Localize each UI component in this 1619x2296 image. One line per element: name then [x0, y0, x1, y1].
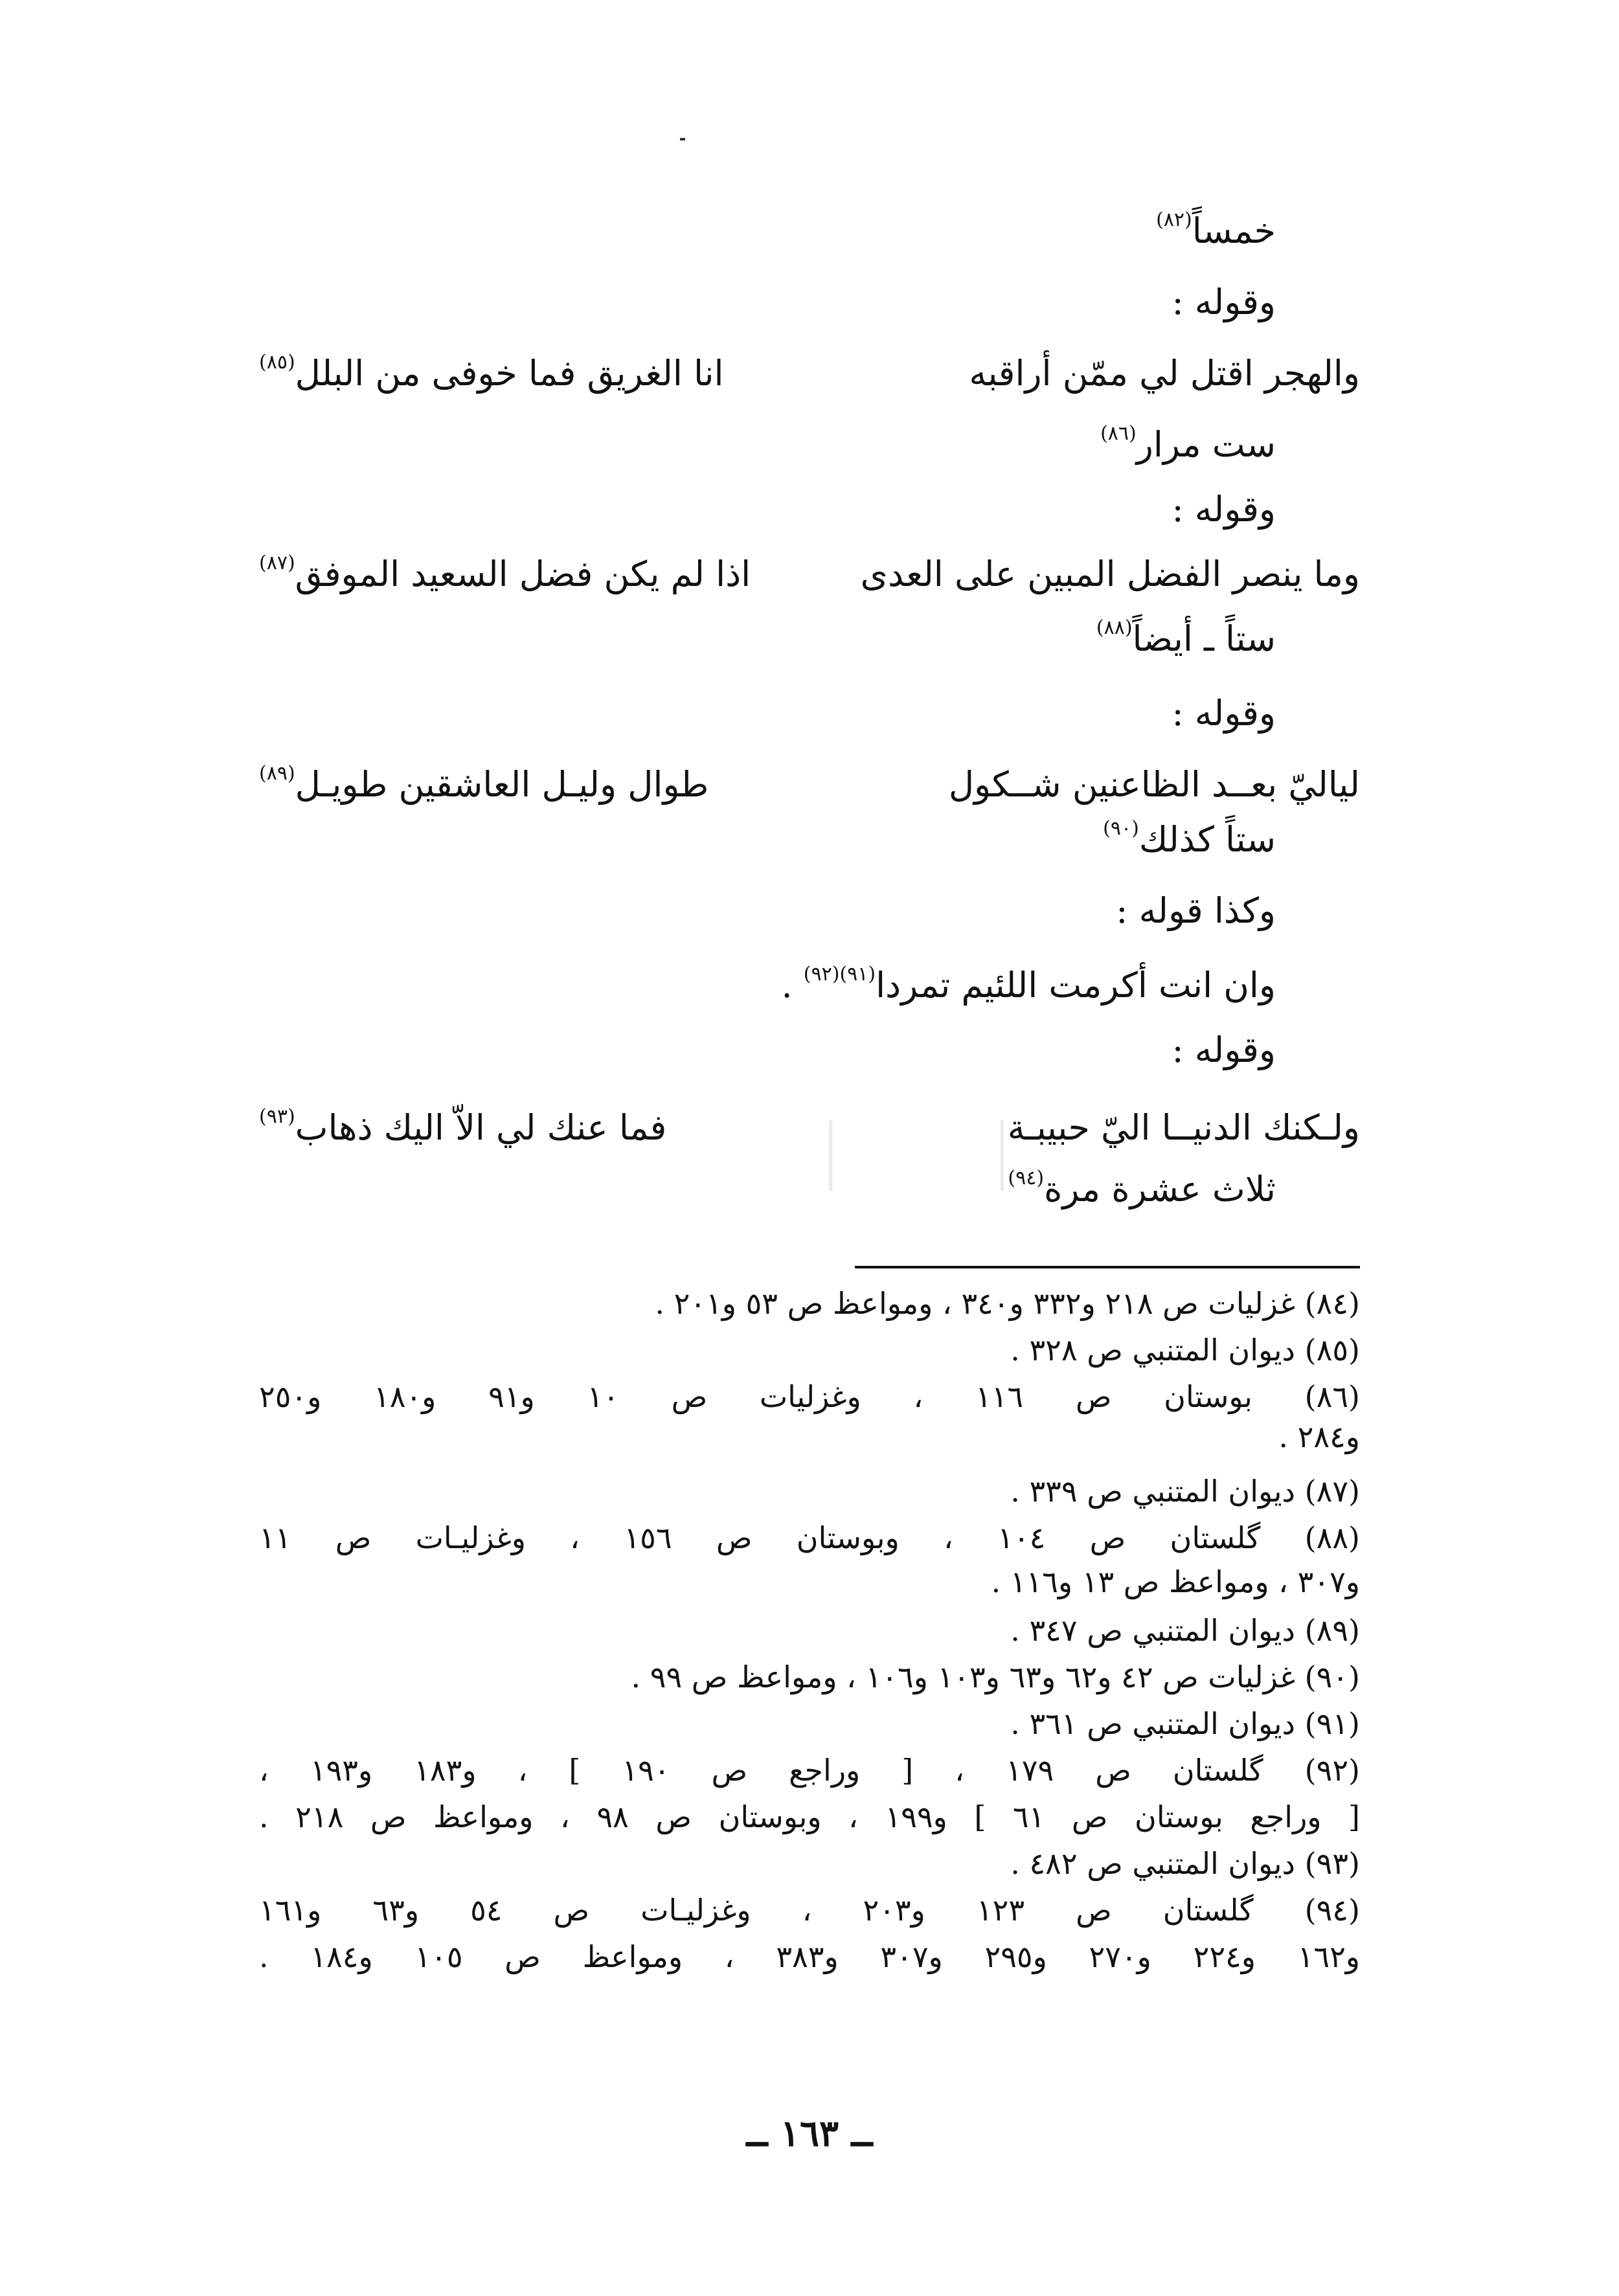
verse-hemistich-second: فما عنك لي الاّ اليك ذهاب: [295, 1107, 667, 1148]
body-text: وان انت أكرمت اللئيم تمردا: [876, 965, 1276, 1006]
footnote-ref[interactable]: (٨٩): [259, 762, 295, 785]
body-text: وقوله :: [1172, 489, 1276, 530]
body-text: ثلاث عشرة مرة: [1044, 1169, 1276, 1210]
footnote-92-cont: [259, 1799, 1361, 1834]
body-text: ستاً كذلك: [1138, 819, 1276, 860]
footnote-text: و١٦٢ و٢٢٤ و٢٧٠ و٢٩٥ و٣٠٧ و٣٨٣ ، ومواعظ ص ١٠٥ و١٨٤ .: [259, 1939, 1361, 1974]
body-line-15: [1008, 1167, 1276, 1210]
body-line-8: [1172, 693, 1276, 734]
footnote-87: [1010, 1474, 1360, 1509]
footnote-text: [ وراجع بوستان ص ٦١ ] و١٩٩ ، وبوستان ص ٩٨ ، ومواعظ ص ٢١٨ .: [259, 1799, 1361, 1834]
footnote-85: [1010, 1335, 1360, 1365]
footnote-86-cont: [1278, 1419, 1360, 1454]
footnote-90: [631, 1662, 1361, 1692]
body-text: وقوله :: [1172, 282, 1276, 322]
footnote-text: (٨٦) بوستان ص ١١٦ ، وغزليات ص ١٠ و٩١ و١٨٠ و٢٥٠: [259, 1379, 1360, 1414]
verse-hemistich-first: لياليّ بعــد الظاعنين شــكول: [948, 764, 1360, 805]
body-line-2: [1172, 282, 1276, 322]
body-text: وقوله :: [1172, 1030, 1276, 1070]
footnote-ref[interactable]: (٩٣): [259, 1105, 295, 1128]
footnote-text: و٢٨٤ .: [1278, 1419, 1360, 1454]
footnote-94: [259, 1893, 1360, 1928]
footnote-ref[interactable]: (٨٨): [1096, 616, 1133, 639]
footnote-text: (٨٨) گلستان ص ١٠٤ ، وبوستان ص ١٥٦ ، وغزليـات ص ١١: [259, 1520, 1360, 1555]
footnote-ref[interactable]: (٨٢): [1156, 208, 1192, 231]
footnote-text: (٩٢) گلستان ص ١٧٩ ، [ وراجع ص ١٩٠ ] ، و١٨٣ و١٩٣ ،: [259, 1753, 1360, 1788]
footnote-93: [1010, 1846, 1360, 1881]
footnote-ref[interactable]: (٩٠): [1103, 817, 1139, 840]
footnote-text: (٩٤) گلستان ص ١٢٣ و٢٠٣ ، وغزليـات ص ٥٤ و٦٣ و١٦١: [259, 1893, 1360, 1928]
footnote-text: (٩٣) ديوان المتنبي ص ٤٨٢ .: [1010, 1846, 1360, 1881]
footnote-text: (٨٤) غزليات ص ٢١٨ و٣٣٢ و٣٤٠ ، ومواعظ ص ٥٣ و٢٠١ .: [655, 1286, 1360, 1321]
verse-hemistich-first: ولـكنك الدنيــا اليّ حبيبـة: [1007, 1107, 1360, 1148]
verse-line-2: [259, 552, 1360, 594]
verse-hemistich-second: انا الغريق فما خوفى من البلل: [295, 353, 724, 394]
footnote-ref[interactable]: (٨٦): [1100, 422, 1137, 445]
body-text-period: .: [781, 965, 804, 1006]
footnote-text: (٨٩) ديوان المتنبي ص ٣٤٧ .: [1010, 1613, 1360, 1648]
verse-line-3: [259, 762, 1360, 805]
footnote-92: [259, 1753, 1360, 1788]
footnote-text: (٨٥) ديوان المتنبي ص ٣٢٨ .: [1010, 1333, 1360, 1367]
footnote-ref[interactable]: (٩٤): [1008, 1167, 1045, 1189]
page-number: ــ ١٦٣ ــ: [746, 2112, 873, 2155]
body-line-1: [1156, 208, 1276, 251]
body-line-10: [1103, 817, 1276, 860]
scan-speck: [680, 138, 685, 141]
body-line-11: [1116, 890, 1276, 931]
verse-line-4: [259, 1105, 1360, 1148]
verse-hemistich-first: وما ينصر الفضل المبين على العدى: [860, 554, 1360, 594]
footnote-text: و٣٠٧ ، ومواعظ ص ١٣ و١١٦ .: [991, 1564, 1360, 1599]
body-text: وقوله :: [1172, 693, 1276, 734]
footnote-text: (٩١) ديوان المتنبي ص ٣٦١ .: [1010, 1706, 1360, 1741]
footnote-ref[interactable]: (٨٧): [259, 552, 295, 574]
verse-line-1: [259, 351, 1360, 394]
footnote-ref[interactable]: (٨٥): [259, 351, 295, 374]
body-text: ست مرار: [1136, 424, 1276, 465]
body-line-13: [1172, 1030, 1276, 1070]
footnote-text: (٨٧) ديوان المتنبي ص ٣٣٩ .: [1010, 1474, 1360, 1509]
footnote-89: [1010, 1613, 1360, 1648]
footnote-ref[interactable]: (٩١)(٩٢): [803, 963, 876, 985]
footnote-text: (٩٠) غزليات ص ٤٢ و٦٢ و٦٣ و١٠٣ و١٠٦ ، ومواعظ ص ٩٩ .: [631, 1660, 1360, 1694]
verse-hemistich-second: طوال وليـل العاشقين طويـل: [295, 764, 709, 805]
body-text: ستاً ـ أيضاً: [1132, 618, 1276, 659]
body-line-5: [1172, 489, 1276, 530]
body-text: خمساً: [1192, 210, 1276, 251]
verse-hemistich-second: اذا لم يكن فضل السعيد الموفق: [295, 554, 751, 594]
footnote-88-cont: [991, 1564, 1360, 1599]
body-text: وكذا قوله :: [1116, 890, 1276, 931]
footnote-84: [655, 1286, 1360, 1321]
footnote-separator: [855, 1266, 1360, 1268]
footnote-91: [1010, 1706, 1360, 1741]
footnote-88: [259, 1520, 1360, 1555]
footnote-86: [259, 1379, 1360, 1414]
body-line-12: [781, 963, 1276, 1006]
body-line-7: [1096, 616, 1276, 659]
body-line-4: [1100, 422, 1276, 465]
footnote-94-cont: [259, 1939, 1361, 1974]
verse-hemistich-first: والهجر اقتل لي ممّن أراقبه: [969, 353, 1360, 394]
